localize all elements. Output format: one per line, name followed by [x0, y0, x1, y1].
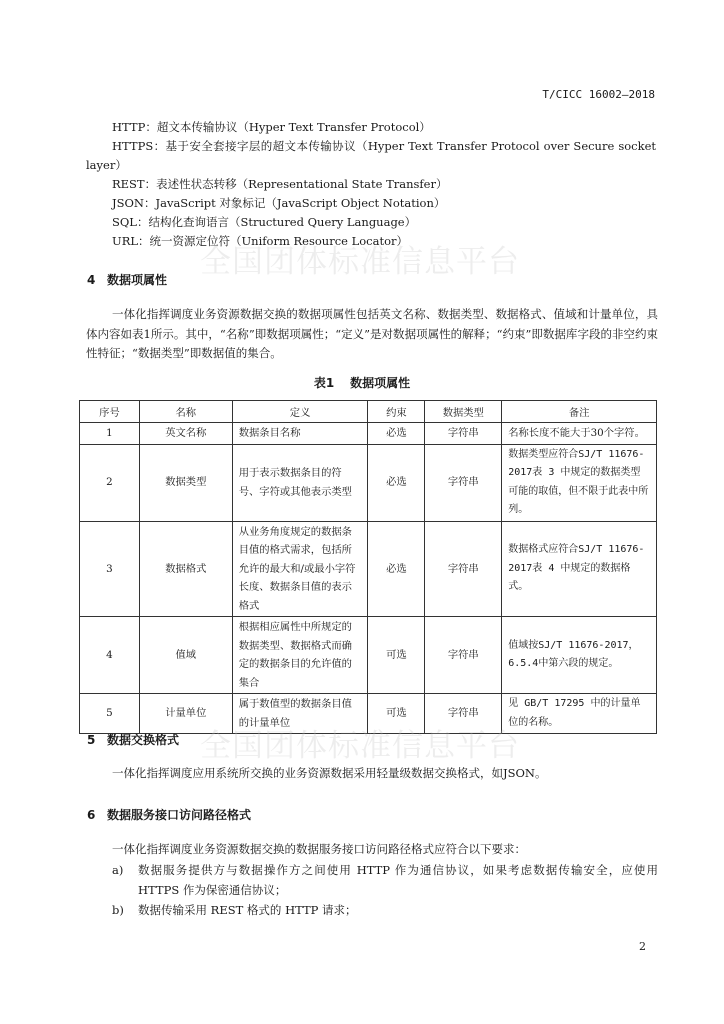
header-remark: 备注	[502, 401, 657, 423]
cell-definition: 从业务角度规定的数据条目值的格式需求，包括所允许的最大和/或最小字符长度、数据条目值的表示格式	[232, 521, 368, 617]
section-5-number: 5	[87, 733, 96, 747]
abbreviation-https: HTTPS：基于安全套接字层的超文本传输协议（Hyper Text Transfer Protocol over Secure socket layer）	[86, 139, 656, 172]
list-item	[112, 860, 658, 900]
cell-index: 5	[80, 694, 140, 734]
table-caption-number: 表1	[313, 376, 335, 390]
cell-name: 数据类型	[139, 444, 232, 521]
section-5-title: 数据交换格式	[107, 733, 180, 747]
cell-definition: 属于数值型的数据条目值的计量单位	[232, 694, 368, 734]
section-4-heading	[87, 271, 167, 288]
header-constraint: 约束	[368, 401, 425, 423]
cell-data-type: 字符串	[425, 617, 502, 694]
abbreviation-sql: SQL：结构化查询语言（Structured Query Language）	[112, 215, 417, 229]
cell-remark: 数据类型应符合SJ/T 11676-2017表 3 中规定的数据类型可能的取值，但不限于此表中所列。	[502, 444, 657, 521]
watermark-repeat: 全国团体标准信息平台	[200, 728, 520, 764]
cell-constraint: 必选	[368, 423, 425, 445]
list-marker: a)	[112, 863, 124, 877]
cell-remark: 名称长度不能大于30个字符。	[502, 423, 657, 445]
cell-constraint: 可选	[368, 694, 425, 734]
cell-name: 值域	[139, 617, 232, 694]
list-text: 数据传输采用 REST 格式的 HTTP 请求；	[138, 903, 357, 917]
cell-constraint: 必选	[368, 444, 425, 521]
abbreviation-rest: REST：表述性状态转移（Representational State Transfer）	[112, 177, 448, 191]
cell-name: 数据格式	[139, 521, 232, 617]
table-row	[80, 617, 657, 694]
cell-data-type: 字符串	[425, 694, 502, 734]
table-caption	[0, 374, 724, 391]
cell-name: 计量单位	[139, 694, 232, 734]
cell-index: 1	[80, 423, 140, 445]
watermark: 全国团体标准信息平台	[200, 244, 520, 280]
table-row	[80, 423, 657, 445]
page-number: 2	[639, 940, 646, 953]
cell-data-type: 字符串	[425, 423, 502, 445]
abbreviation-url: URL：统一资源定位符（Uniform Resource Locator）	[112, 234, 408, 248]
standard-code: T/CICC 16002—2018	[542, 88, 655, 101]
section-6-paragraph: 一体化指挥调度业务资源数据交换的数据服务接口访问路径格式应符合以下要求：	[112, 842, 526, 856]
data-item-attributes-table	[79, 400, 657, 734]
cell-index: 3	[80, 521, 140, 617]
list-marker: b)	[112, 903, 124, 917]
header-definition: 定义	[232, 401, 368, 423]
section-6-heading	[87, 806, 251, 823]
section-5-paragraph: 一体化指挥调度应用系统所交换的业务资源数据采用轻量级数据交换格式，如JSON。	[112, 766, 547, 780]
cell-remark: 数据格式应符合SJ/T 11676-2017表 4 中规定的数据格式。	[502, 521, 657, 617]
list-item	[112, 900, 658, 920]
cell-remark: 见 GB/T 17295 中的计量单位的名称。	[502, 694, 657, 734]
section-4-paragraph: 一体化指挥调度业务资源数据交换的数据项属性包括英文名称、数据类型、数据格式、值域和计量单位，具体内容如表1所示。其中，“名称”即数据项属性；“定义”是对数据项属性的解释；“约束”即数据库字段的非空约束性特征；“数据类型”即数据值的集合。	[86, 307, 658, 360]
section-4-title: 数据项属性	[107, 273, 168, 287]
cell-data-type: 字符串	[425, 444, 502, 521]
section-6-title: 数据服务接口访问路径格式	[107, 808, 252, 822]
cell-data-type: 字符串	[425, 521, 502, 617]
table-row	[80, 521, 657, 617]
list-text: 数据服务提供方与数据操作方之间使用 HTTP 作为通信协议，如果考虑数据传输安全，应使用 HTTPS 作为保密通信协议；	[138, 863, 658, 897]
abbreviation-http: HTTP：超文本传输协议（Hyper Text Transfer Protocol）	[112, 120, 431, 134]
section-5-heading	[87, 731, 179, 748]
table-caption-title: 数据项属性	[350, 376, 411, 390]
cell-index: 2	[80, 444, 140, 521]
cell-definition: 数据条目名称	[232, 423, 368, 445]
cell-remark: 值域按SJ/T 11676-2017，6.5.4中第六段的规定。	[502, 617, 657, 694]
header-index: 序号	[80, 401, 140, 423]
cell-name: 英文名称	[139, 423, 232, 445]
cell-index: 4	[80, 617, 140, 694]
cell-definition: 根据相应属性中所规定的数据类型、数据格式而确定的数据条目的允许值的集合	[232, 617, 368, 694]
abbreviation-json: JSON：JavaScript 对象标记（JavaScript Object Notation）	[112, 196, 446, 210]
header-data-type: 数据类型	[425, 401, 502, 423]
cell-definition: 用于表示数据条目的符号、字符或其他表示类型	[232, 444, 368, 521]
table-header-row	[80, 401, 657, 423]
section-6-number: 6	[87, 808, 96, 822]
section-4-number: 4	[87, 273, 96, 287]
cell-constraint: 必选	[368, 521, 425, 617]
header-name: 名称	[139, 401, 232, 423]
cell-constraint: 可选	[368, 617, 425, 694]
table-row	[80, 444, 657, 521]
